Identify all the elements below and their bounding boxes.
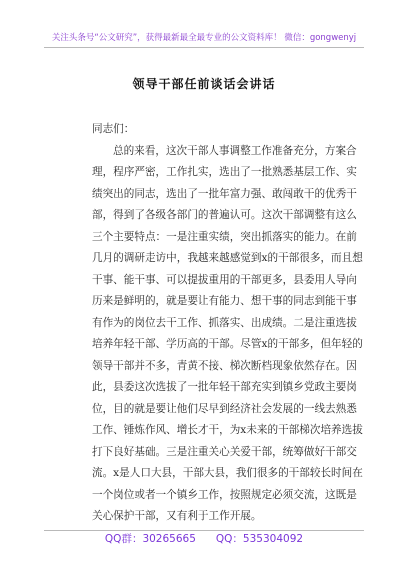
paragraph-line: 工作、锤炼作风、增长才干，为x未来的干部梯次培养选拔 bbox=[92, 424, 363, 436]
paragraph-line: 总的来看，这次干部人事调整工作准备充分，方案合 bbox=[113, 144, 357, 157]
header-promo-banner: 关注头条号“公文研究”，获得最新最全最专业的公文资料库！ 微信：gongwenyj bbox=[51, 33, 357, 43]
paragraph-line: 位，目的就是要让他们尽早到经济社会发展的一线去熟悉 bbox=[92, 402, 357, 415]
salutation-line: 同志们： bbox=[92, 123, 135, 135]
footer-qq-group: QQ群：30265665 bbox=[104, 533, 196, 545]
paragraph-line: 关心保护干部，又有利于工作开展。 bbox=[92, 510, 262, 522]
paragraph-line: 干事、能干事、可以提拔重用的干部更多，县委用人导向 bbox=[92, 273, 357, 286]
document-title: 领导干部任前谈话会讲话 bbox=[132, 77, 276, 91]
paragraph-line: 一个岗位或者一个镇乡工作，按照规定必须交流，这既是 bbox=[92, 488, 357, 501]
paragraph-line: 此，县委这次选拔了一批年轻干部充实到镇乡党政主要岗 bbox=[92, 381, 357, 393]
paragraph-line: 绩突出的同志，选出了一批年富力强、敢闯敢干的优秀干 bbox=[92, 187, 357, 200]
paragraph-line: 领导干部并不多，青黄不接、梯次断档现象依然存在。因 bbox=[92, 359, 357, 372]
paragraph-line: 有作为的岗位去干工作、抓落实、出成绩。二是注重选拔 bbox=[92, 316, 357, 329]
paragraph-line: 流。x是人口大县，干部大县，我们很多的干部较长时间在 bbox=[92, 467, 363, 479]
footer-contacts bbox=[0, 532, 408, 546]
paragraph-line: 历来是鲜明的，就是要让有能力、想干事的同志到能干事 bbox=[92, 295, 357, 307]
footer-qq-number: QQ：535304092 bbox=[215, 533, 304, 545]
paragraph-line: 理，程序严密，工作扎实，选出了一批熟悉基层工作、实 bbox=[92, 166, 357, 178]
paragraph-line: 三个主要特点：一是注重实绩，突出抓落实的能力。在前 bbox=[92, 230, 357, 243]
paragraph-line: 打下良好基础。三是注重关心关爱干部，统筹做好干部交 bbox=[92, 445, 357, 458]
paragraph-line: 培养年轻干部、学历高的干部。尽管x的干部多，但年轻的 bbox=[92, 338, 363, 350]
header-divider bbox=[44, 47, 364, 48]
paragraph-line: 几月的调研走访中，我越来越感觉到x的干部很多，而且想 bbox=[92, 252, 363, 264]
document-body bbox=[92, 119, 363, 528]
paragraph-line: 部，得到了各级各部门的普遍认可。这次干部调整有这么 bbox=[92, 209, 357, 221]
footer-divider bbox=[44, 530, 364, 531]
